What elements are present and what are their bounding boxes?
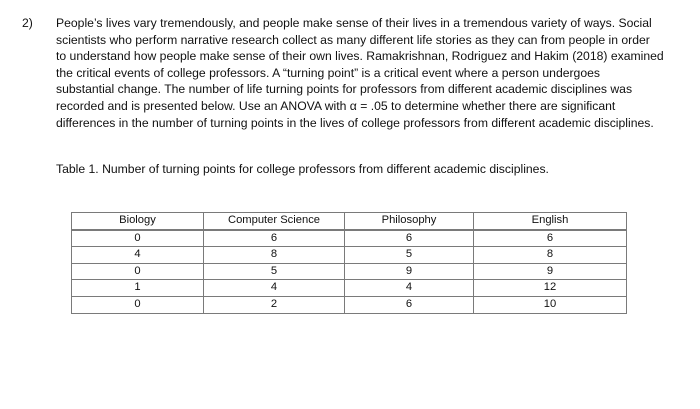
question-number: 2) [22, 16, 33, 30]
table-cell: 6 [345, 230, 474, 247]
table-cell: 0 [72, 263, 204, 280]
column-header-biology: Biology [72, 213, 204, 230]
table-cell: 12 [474, 280, 627, 297]
table-cell: 5 [345, 247, 474, 264]
table-cell: 4 [72, 247, 204, 264]
table-cell: 6 [474, 230, 627, 247]
table-row [72, 280, 627, 297]
table-cell: 5 [204, 263, 345, 280]
column-header-english: English [474, 213, 627, 230]
table-cell: 9 [474, 263, 627, 280]
table-cell: 8 [204, 247, 345, 264]
column-header-computer-science: Computer Science [204, 213, 345, 230]
question-line: to understand how people make sense of their own lives. Ramakrishnan, Rodriguez and Hakim (2018) examined [56, 49, 664, 64]
question-text [56, 15, 676, 131]
table-caption: Table 1. Number of turning points for college professors from different academic disciplines. [56, 162, 549, 176]
question-line: differences in the number of turning points in the lives of college professors from different academic disciplines. [56, 115, 654, 130]
table-row [72, 263, 627, 280]
table-cell: 0 [72, 230, 204, 247]
table-header-row [72, 213, 627, 230]
table-row [72, 247, 627, 264]
question-line: People’s lives vary tremendously, and people make sense of their lives in a tremendous variety of ways. Social [56, 16, 652, 30]
table-cell: 8 [474, 247, 627, 264]
turning-points-table [71, 212, 627, 314]
table-cell: 10 [474, 296, 627, 313]
table-cell: 2 [204, 296, 345, 313]
table-cell: 1 [72, 280, 204, 297]
table-row [72, 230, 627, 247]
question-line: substantial change. The number of life turning points for professors from different academic disciplines was [56, 82, 633, 97]
question-line: recorded and is presented below. Use an ANOVA with α = .05 to determine whether there are significant [56, 98, 616, 113]
table-cell: 6 [345, 296, 474, 313]
table-row [72, 296, 627, 313]
table-cell: 4 [345, 280, 474, 297]
table-cell: 4 [204, 280, 345, 297]
table-cell: 0 [72, 296, 204, 313]
question-line: scientists who perform narrative research collect as many different life stories as they can from people in order [56, 32, 650, 47]
column-header-philosophy: Philosophy [345, 213, 474, 230]
table-cell: 6 [204, 230, 345, 247]
table-cell: 9 [345, 263, 474, 280]
question-line: the critical events of college professors. A “turning point” is a critical event where a person undergoes [56, 65, 600, 80]
